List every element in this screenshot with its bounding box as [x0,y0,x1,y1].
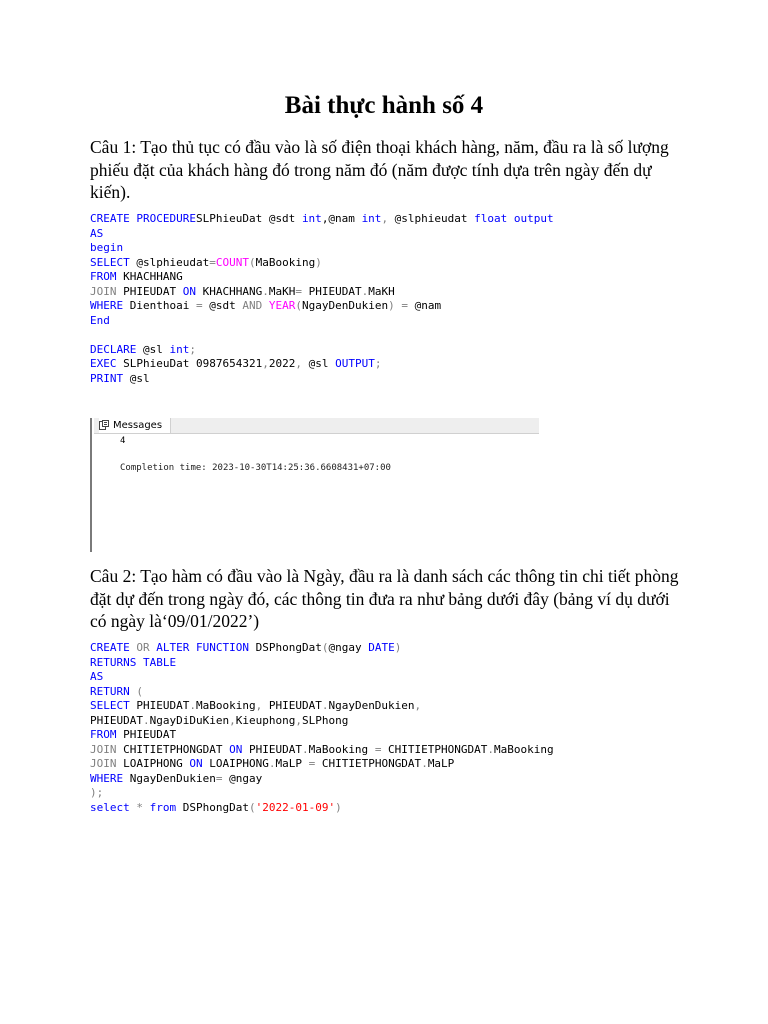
code-line: select * from DSPhongDat('2022-01-09') [90,800,342,814]
code-line [90,328,554,343]
code-line: CREATE PROCEDURESLPhieuDat @sdt int,@nam int, @slphieudat float output [90,212,554,225]
messages-tab[interactable] [99,418,171,433]
code-block-1 [90,212,554,386]
code-line: FROM KHACHHANG [90,270,183,283]
code-line: EXEC SLPhieuDat 0987654321,2022, @sl OUTPUT; [90,357,382,370]
code-line: DECLARE @sl int; [90,342,196,356]
code-line: WHERE NgayDenDukien= @ngay [90,771,263,785]
message-output-value: 4 [120,436,126,446]
code-line: JOIN CHITIETPHONGDAT ON PHIEUDAT.MaBooking = CHITIETPHONGDAT.MaBooking [90,742,554,756]
code-line: AS [90,226,104,240]
code-line: CREATE OR ALTER FUNCTION DSPhongDat(@ngay DATE) [90,641,402,654]
code-line: AS [90,670,104,683]
code-line: RETURNS TABLE [90,655,177,669]
messages-tab-label: Messages [113,420,163,431]
results-pane [90,418,539,552]
question-2-text: Câu 2: Tạo hàm có đầu vào là Ngày, đầu ra là danh sách các thông tin chi tiết phòng đặt dự đến trong ngày đó, các thông tin đưa ra như bảng dưới đây (bảng ví dụ dưới có ngày là‘09/01/2022’) [90,566,679,631]
question-1-text: Câu 1: Tạo thủ tục có đầu vào là số điện thoại khách hàng, năm, đầu ra là số lượng phiếu đặt của khách hàng đó trong năm đó (năm được tính dựa trên ngày đến dự kiến). [90,137,669,202]
page-title: Bài thực hành số 4 [284,92,484,119]
code-line: JOIN LOAIPHONG ON LOAIPHONG.MaLP = CHITIETPHONGDAT.MaLP [90,757,455,770]
code-line: SELECT @slphieudat=COUNT(MaBooking) [90,255,322,269]
code-block-2 [90,641,554,815]
code-line: begin [90,241,124,254]
code-line: FROM PHIEUDAT [90,728,177,741]
code-line: WHERE Dienthoai = @sdt AND YEAR(NgayDenDukien) = @nam [90,299,442,312]
code-line: JOIN PHIEUDAT ON KHACHHANG.MaKH= PHIEUDAT.MaKH [90,284,395,298]
messages-icon [99,420,109,430]
code-line: End [90,313,110,327]
code-line: RETURN ( [90,684,143,698]
code-line: ); [90,786,104,799]
code-line: PHIEUDAT.NgayDiDuKien,Kieuphong,SLPhong [90,713,349,727]
completion-time-message: Completion time: 2023-10-30T14:25:36.6608431+07:00 [120,463,391,473]
code-line: PRINT @sl [90,371,150,385]
results-tabbar [94,418,539,434]
code-line: SELECT PHIEUDAT.MaBooking, PHIEUDAT.NgayDenDukien, [90,699,422,712]
